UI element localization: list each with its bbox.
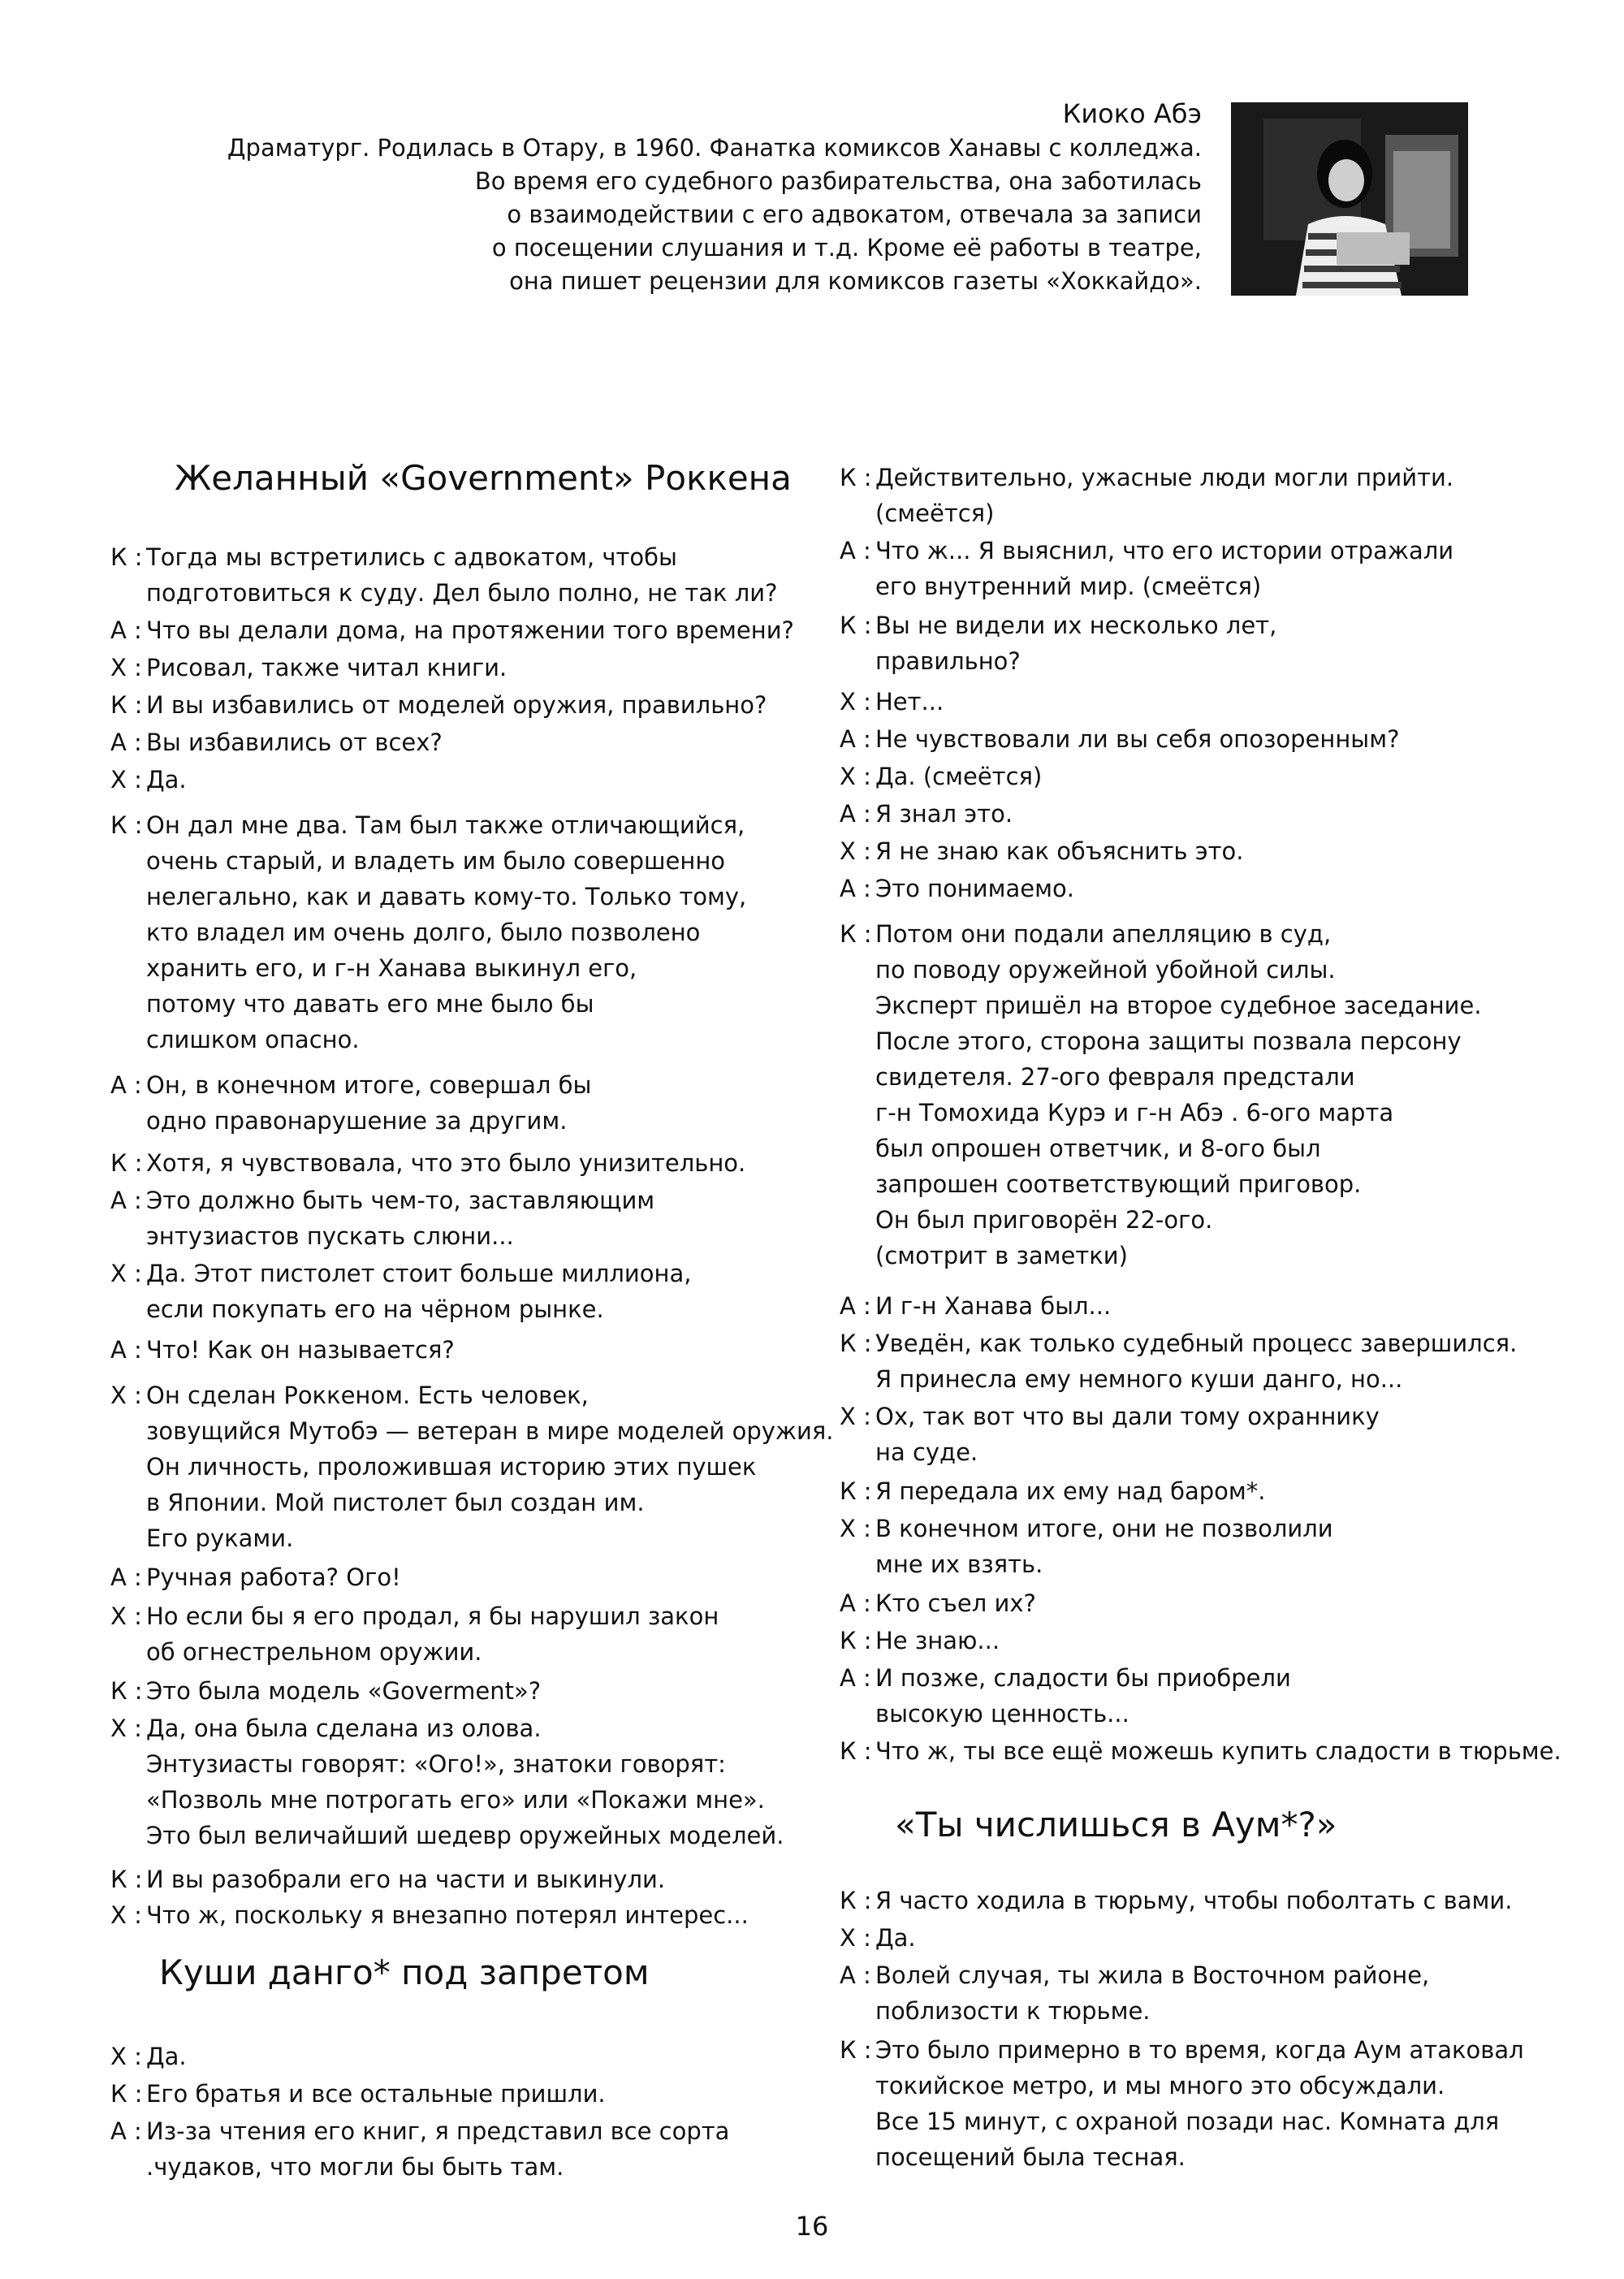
dialogue-line: Волей случая, ты жила в Восточном районе,	[875, 1961, 1430, 1989]
dialogue-line: Я не знаю как объяснить это.	[875, 837, 1244, 865]
dialogue-line: нелегально, как и давать кому-то. Только тому,	[146, 883, 747, 910]
dialogue-entry	[110, 2113, 729, 2185]
dialogue-line: Он личность, проложившая историю этих пушек	[146, 1453, 757, 1481]
speaker-label: Х :	[110, 1901, 142, 1929]
dialogue-entry	[840, 1733, 1561, 1769]
speaker-label: Х :	[110, 2043, 142, 2070]
speaker-label: К :	[110, 2080, 143, 2108]
speaker-label: К :	[840, 612, 872, 639]
speaker-label: К :	[840, 1330, 872, 1357]
dialogue-entry	[840, 684, 944, 720]
dialogue-line: Потом они подали апелляцию в суд,	[875, 920, 1332, 948]
speaker-label: Х :	[110, 766, 142, 794]
dialogue-entry	[110, 1067, 591, 1139]
dialogue-line: слишком опасно.	[146, 1026, 360, 1053]
dialogue-line: токийское метро, и мы много это обсуждали.	[875, 2072, 1445, 2100]
dialogue-line: Вы избавились от всех?	[146, 729, 443, 756]
dialogue-entry	[840, 1660, 1291, 1732]
dialogue-line: Его руками.	[146, 1524, 294, 1552]
dialogue-line: Я принесла ему немного куши данго, но...	[875, 1365, 1403, 1393]
section-heading: «Ты числишься в Аум*?»	[895, 1805, 1337, 1844]
dialogue-entry	[110, 1710, 784, 1853]
speaker-label: А :	[840, 800, 871, 828]
dialogue-line: Он был приговорён 22-ого.	[875, 1206, 1213, 1234]
dialogue-line: хранить его, и г-н Ханава выкинул его,	[146, 954, 637, 982]
dialogue-line: Я часто ходила в тюрьму, чтобы поболтать с вами.	[875, 1887, 1513, 1914]
dialogue-entry	[110, 1332, 455, 1368]
dialogue-entry	[110, 807, 746, 1057]
dialogue-line: Уведён, как только судебный процесс завершился.	[875, 1330, 1518, 1357]
author-bio-line: Драматург. Родилась в Отару, в 1960. Фанатка комиксов Ханавы с колледжа.	[227, 134, 1202, 162]
dialogue-line: Да, она была сделана из олова.	[146, 1715, 542, 1742]
author-bio-line: о взаимодействии с его адвокатом, отвечала за записи	[507, 201, 1202, 228]
dialogue-line: Да.	[146, 2043, 187, 2070]
dialogue-entry	[110, 539, 778, 611]
dialogue-line: И позже, сладости бы приобрели	[875, 1664, 1291, 1692]
author-bio-line: о посещении слушания и т.д. Кроме её работы в театре,	[491, 234, 1202, 262]
speaker-label: К :	[840, 1477, 872, 1505]
dialogue-entry	[840, 1325, 1517, 1397]
speaker-label: А :	[840, 875, 871, 902]
speaker-label: Х :	[110, 1602, 142, 1630]
dialogue-line: запрошен соответствующий приговор.	[875, 1170, 1362, 1198]
dialogue-line: Вы не видели их несколько лет,	[875, 612, 1277, 639]
dialogue-line: Тогда мы встретились с адвокатом, чтобы	[146, 543, 677, 571]
speaker-label: К :	[840, 920, 872, 948]
speaker-label: Х :	[840, 1515, 871, 1542]
dialogue-line: Это понимаемо.	[875, 875, 1074, 902]
dialogue-entry	[110, 650, 507, 685]
dialogue-line: Это была модель «Goverment»?	[146, 1677, 542, 1705]
dialogue-line: .чудаков, что могли бы быть там.	[146, 2153, 564, 2181]
dialogue-line: Я передала их ему над баром*.	[875, 1477, 1266, 1505]
speaker-label: К :	[840, 1887, 872, 1914]
dialogue-entry	[840, 1288, 1111, 1324]
dialogue-line: мне их взять.	[875, 1550, 1043, 1578]
author-bio-line: Во время его судебного разбирательства, она заботилась	[474, 167, 1202, 195]
dialogue-line: Эксперт пришёл на второе судебное заседание.	[875, 992, 1482, 1019]
dialogue-entry	[110, 1673, 541, 1709]
dialogue-line: (смеётся)	[875, 499, 995, 527]
dialogue-line: И вы разобрали его на части и выкинули.	[146, 1866, 666, 1893]
dialogue-line: Что! Как он называется?	[146, 1336, 455, 1364]
dialogue-line: Но если бы я его продал, я бы нарушил закон	[146, 1602, 719, 1630]
dialogue-line: Это был величайший шедевр оружейных моделей.	[146, 1822, 784, 1849]
dialogue-line: очень старый, и владеть им было совершенно	[146, 847, 726, 875]
speaker-label: К :	[110, 1149, 143, 1177]
dialogue-line: Из-за чтения его книг, я представил все сорта	[146, 2117, 730, 2145]
dialogue-entry	[110, 1256, 691, 1327]
dialogue-line: Все 15 минут, с охраной позади нас. Комната для	[875, 2108, 1500, 2135]
dialogue-entry	[840, 721, 1399, 757]
dialogue-line: «Позволь мне потрогать его» или «Покажи мне».	[146, 1786, 765, 1814]
speaker-label: Х :	[110, 654, 142, 681]
speaker-label: К :	[840, 2036, 872, 2064]
dialogue-line: высокую ценность...	[875, 1700, 1129, 1728]
dialogue-line: Хотя, я чувствовала, что это было унизительно.	[146, 1149, 746, 1177]
author-name: Киоко Абэ	[1062, 98, 1202, 129]
dialogue-entry	[840, 608, 1276, 679]
author-photo	[1231, 102, 1468, 296]
speaker-label: К :	[840, 1737, 872, 1765]
dialogue-line: Да.	[146, 766, 187, 794]
dialogue-entry	[110, 724, 443, 760]
dialogue-line: Не знаю...	[875, 1627, 1000, 1654]
speaker-label: А :	[110, 1071, 142, 1099]
speaker-label: Х :	[840, 1403, 871, 1430]
speaker-label: К :	[840, 1627, 872, 1654]
dialogue-line: И вы избавились от моделей оружия, правильно?	[146, 691, 767, 719]
dialogue-line: поблизости к тюрьме.	[875, 1997, 1151, 2025]
dialogue-line: энтузиастов пускать слюни...	[146, 1222, 514, 1250]
dialogue-entry	[110, 1183, 654, 1254]
dialogue-entry	[840, 759, 1042, 794]
dialogue-line: г-н Томохида Курэ и г-н Абэ . 6-ого марта	[875, 1099, 1394, 1127]
dialogue-line: После этого, сторона защиты позвала персону	[875, 1027, 1462, 1055]
dialogue-entry	[110, 1897, 749, 1933]
dialogue-entry	[110, 1559, 401, 1595]
dialogue-entry	[110, 1145, 745, 1181]
speaker-label: А :	[840, 725, 871, 753]
dialogue-line: Это было примерно в то время, когда Аум атаковал	[875, 2036, 1524, 2064]
dialogue-line: В конечном итоге, они не позволили	[875, 1515, 1333, 1542]
dialogue-line: посещений была тесная.	[875, 2143, 1186, 2171]
speaker-label: К :	[110, 543, 143, 571]
dialogue-entry	[840, 1920, 916, 1956]
speaker-label: А :	[840, 1589, 871, 1617]
speaker-label: А :	[840, 1292, 871, 1320]
dialogue-line: Рисовал, также читал книги.	[146, 654, 508, 681]
dialogue-line: Его братья и все остальные пришли.	[146, 2080, 606, 2108]
dialogue-line: Ручная работа? Ого!	[146, 1563, 401, 1591]
dialogue-line: Ох, так вот что вы дали тому охраннику	[875, 1403, 1380, 1430]
dialogue-entry	[840, 2032, 1524, 2175]
dialogue-line: был опрошен ответчик, и 8-ого был	[875, 1135, 1321, 1162]
dialogue-line: Что ж... Я выяснил, что его истории отражали	[875, 537, 1454, 564]
speaker-label: К :	[110, 1866, 143, 1893]
dialogue-line: И г-н Ханава был...	[875, 1292, 1112, 1320]
dialogue-entry	[840, 533, 1453, 604]
dialogue-entry	[840, 460, 1453, 531]
dialogue-entry	[840, 796, 1013, 832]
dialogue-entry	[110, 1862, 665, 1897]
dialogue-line: Нет...	[875, 688, 944, 716]
dialogue-line: свидетеля. 27-ого февраля предстали	[875, 1063, 1355, 1091]
dialogue-entry	[110, 2039, 187, 2074]
dialogue-entry	[840, 1399, 1380, 1470]
speaker-label: А :	[110, 1563, 142, 1591]
dialogue-line: подготовиться к суду. Дел было полно, не так ли?	[146, 579, 778, 607]
speaker-label: А :	[110, 2117, 142, 2145]
dialogue-line: зовущийся Мутобэ — ветеран в мире моделей оружия.	[146, 1417, 834, 1445]
speaker-label: К :	[110, 691, 143, 719]
speaker-label: А :	[840, 1961, 871, 1989]
section-heading: Куши данго* под запретом	[159, 1953, 650, 1992]
author-info	[146, 96, 1202, 298]
dialogue-line: в Японии. Мой пистолет был создан им.	[146, 1489, 645, 1516]
dialogue-entry	[110, 2076, 606, 2112]
dialogue-entry	[840, 1511, 1333, 1582]
speaker-label: А :	[840, 537, 871, 564]
speaker-label: К :	[110, 1677, 143, 1705]
speaker-label: А :	[110, 1187, 142, 1214]
dialogue-line: Он сделан Роккеном. Есть человек,	[146, 1382, 589, 1409]
dialogue-entry	[110, 1377, 834, 1556]
speaker-label: Х :	[840, 688, 871, 716]
dialogue-line: об огнестрельном оружии.	[146, 1638, 482, 1666]
speaker-label: Х :	[840, 1924, 871, 1952]
dialogue-line: на суде.	[875, 1438, 978, 1466]
page-number: 16	[795, 2211, 829, 2242]
speaker-label: А :	[110, 729, 142, 756]
dialogue-entry	[840, 871, 1074, 906]
dialogue-line: правильно?	[875, 647, 1021, 675]
dialogue-line: если покупать его на чёрном рынке.	[146, 1295, 604, 1323]
speaker-label: А :	[110, 1336, 142, 1364]
speaker-label: А :	[110, 616, 142, 644]
dialogue-line: Что ж, ты все ещё можешь купить сладости в тюрьме.	[875, 1737, 1561, 1765]
speaker-label: А :	[840, 1664, 871, 1692]
dialogue-line: Кто съел их?	[875, 1589, 1036, 1617]
speaker-label: Х :	[840, 837, 871, 865]
dialogue-line: (смотрит в заметки)	[875, 1242, 1128, 1269]
dialogue-entry	[840, 1585, 1036, 1621]
dialogue-line: Да.	[875, 1924, 916, 1952]
dialogue-entry	[840, 833, 1243, 869]
dialogue-entry	[840, 1883, 1512, 1918]
dialogue-line: Он, в конечном итоге, совершал бы	[146, 1071, 592, 1099]
speaker-label: Х :	[110, 1715, 142, 1742]
dialogue-entry	[110, 762, 187, 798]
dialogue-line: по поводу оружейной убойной силы.	[875, 956, 1336, 984]
dialogue-line: Он дал мне два. Там был также отличающийся,	[146, 811, 745, 839]
dialogue-line: Не чувствовали ли вы себя опозоренным?	[875, 725, 1400, 753]
dialogue-entry	[110, 1598, 719, 1670]
dialogue-line: Что вы делали дома, на протяжении того времени?	[146, 616, 794, 644]
dialogue-entry	[840, 1473, 1266, 1509]
dialogue-line: Действительно, ужасные люди могли прийти.	[875, 464, 1454, 491]
dialogue-entry	[110, 612, 794, 648]
dialogue-entry	[110, 687, 767, 723]
speaker-label: Х :	[110, 1260, 142, 1287]
dialogue-entry	[840, 1623, 1000, 1658]
dialogue-line: Я знал это.	[875, 800, 1013, 828]
author-bio-line: она пишет рецензии для комиксов газеты «Хоккайдо».	[509, 267, 1202, 295]
speaker-label: Х :	[840, 763, 871, 790]
dialogue-line: Да. Этот пистолет стоит больше миллиона,	[146, 1260, 692, 1287]
dialogue-line: кто владел им очень долго, было позволено	[146, 919, 701, 946]
dialogue-line: Да. (смеётся)	[875, 763, 1043, 790]
dialogue-entry	[840, 916, 1482, 1274]
speaker-label: Х :	[110, 1382, 142, 1409]
dialogue-line: Энтузиасты говорят: «Ого!», знатоки говорят:	[146, 1750, 726, 1778]
section-heading: Желанный «Government» Роккена	[175, 458, 792, 498]
dialogue-entry	[840, 1957, 1429, 2029]
dialogue-line: потому что давать его мне было бы	[146, 990, 594, 1018]
dialogue-line: Что ж, поскольку я внезапно потерял интерес...	[146, 1901, 749, 1929]
speaker-label: К :	[110, 811, 143, 839]
speaker-label: К :	[840, 464, 872, 491]
dialogue-line: его внутренний мир. (смеётся)	[875, 573, 1262, 600]
dialogue-line: Это должно быть чем-то, заставляющим	[146, 1187, 655, 1214]
dialogue-line: одно правонарушение за другим.	[146, 1107, 568, 1135]
